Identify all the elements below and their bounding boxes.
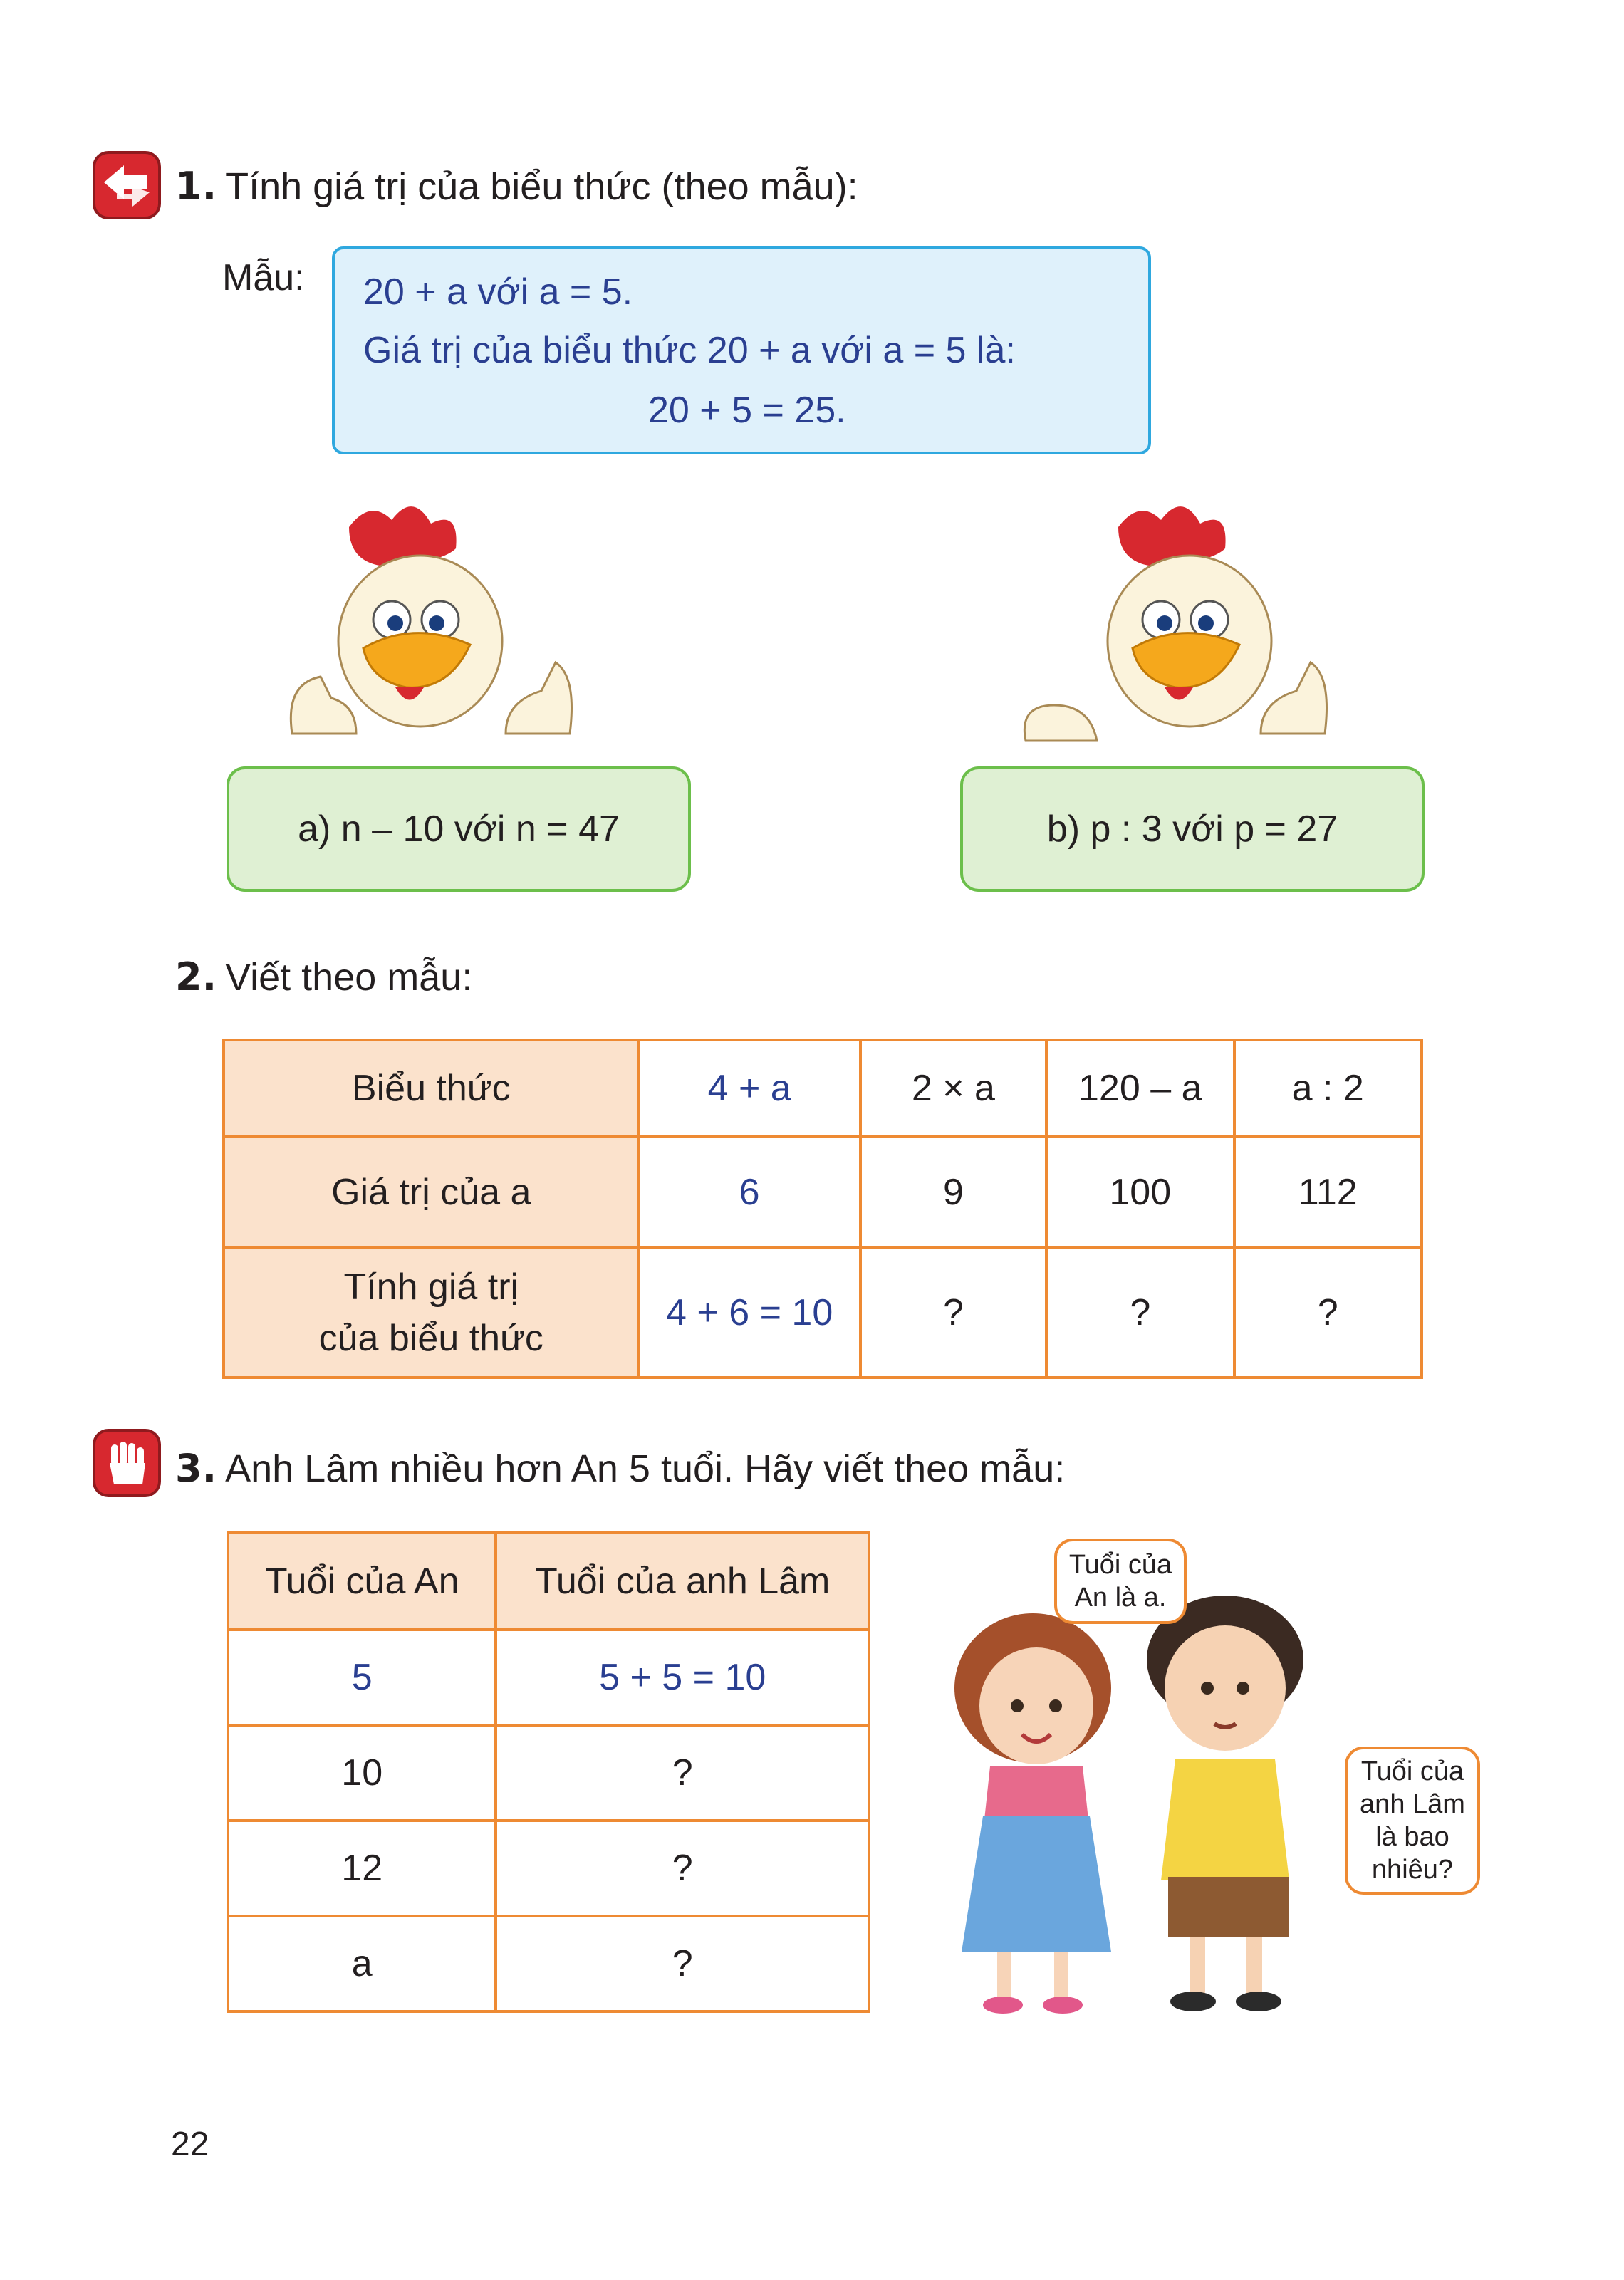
fist-icon <box>93 1429 161 1497</box>
table-cell: a <box>228 1916 496 2011</box>
row-header-compute: Tính giá trị của biểu thức <box>224 1248 639 1378</box>
exercise3-title: 3. Anh Lâm nhiều hơn An 5 tuổi. Hãy viết theo mẫu: <box>175 1446 1066 1491</box>
header-age-lam: Tuổi của anh Lâm <box>496 1533 869 1630</box>
part-b-box <box>960 766 1425 892</box>
table-cell: 5 <box>228 1630 496 1725</box>
table-cell: ? <box>496 1916 869 2011</box>
part-a-box <box>227 766 691 892</box>
table-cell: ? <box>1234 1248 1422 1378</box>
page-number: 22 <box>171 2125 209 2163</box>
table-cell: 100 <box>1046 1137 1234 1248</box>
table-cell: 12 <box>228 1821 496 1916</box>
table-cell: a : 2 <box>1234 1040 1422 1137</box>
exercise3-table <box>227 1531 870 2013</box>
table-cell: 120 – a <box>1046 1040 1234 1137</box>
table-cell: 5 + 5 = 10 <box>496 1630 869 1725</box>
sample-line-2: Giá trị của biểu thức 20 + a với a = 5 là: <box>363 330 1016 371</box>
sample-line-3: 20 + 5 = 25. <box>648 390 846 431</box>
rooster-illustration-right <box>1011 499 1396 784</box>
table-cell: ? <box>860 1248 1046 1378</box>
table-cell: 4 + a <box>639 1040 860 1137</box>
part-b-text: b) p : 3 với p = 27 <box>1046 808 1338 850</box>
speech-bubble-girl: Tuổi của An là a. <box>1054 1539 1187 1624</box>
exercise1-title: 1. Tính giá trị của biểu thức (theo mẫu): <box>175 164 858 209</box>
table-cell: 4 + 6 = 10 <box>639 1248 860 1378</box>
sample-box <box>332 246 1151 454</box>
table-cell: ? <box>1046 1248 1234 1378</box>
table-cell: ? <box>496 1821 869 1916</box>
table-cell: 10 <box>228 1725 496 1821</box>
speech-bubble-boy: Tuổi của anh Lâm là bao nhiêu? <box>1345 1747 1480 1895</box>
exercise2-title: 2. Viết theo mẫu: <box>175 954 473 999</box>
children-illustration <box>940 1581 1339 2023</box>
swap-arrows-icon <box>93 151 161 219</box>
exercise2-table <box>222 1039 1423 1379</box>
row-header-value-a: Giá trị của a <box>224 1137 639 1248</box>
part-a-text: a) n – 10 với n = 47 <box>298 808 620 850</box>
table-cell: ? <box>496 1725 869 1821</box>
rooster-illustration-left <box>271 499 655 784</box>
header-age-an: Tuổi của An <box>228 1533 496 1630</box>
sample-label: Mẫu: <box>222 257 305 298</box>
table-cell: 6 <box>639 1137 860 1248</box>
table-cell: 9 <box>860 1137 1046 1248</box>
table-cell: 112 <box>1234 1137 1422 1248</box>
sample-line-1: 20 + a với a = 5. <box>363 271 633 313</box>
row-header-expression: Biểu thức <box>224 1040 639 1137</box>
table-cell: 2 × a <box>860 1040 1046 1137</box>
